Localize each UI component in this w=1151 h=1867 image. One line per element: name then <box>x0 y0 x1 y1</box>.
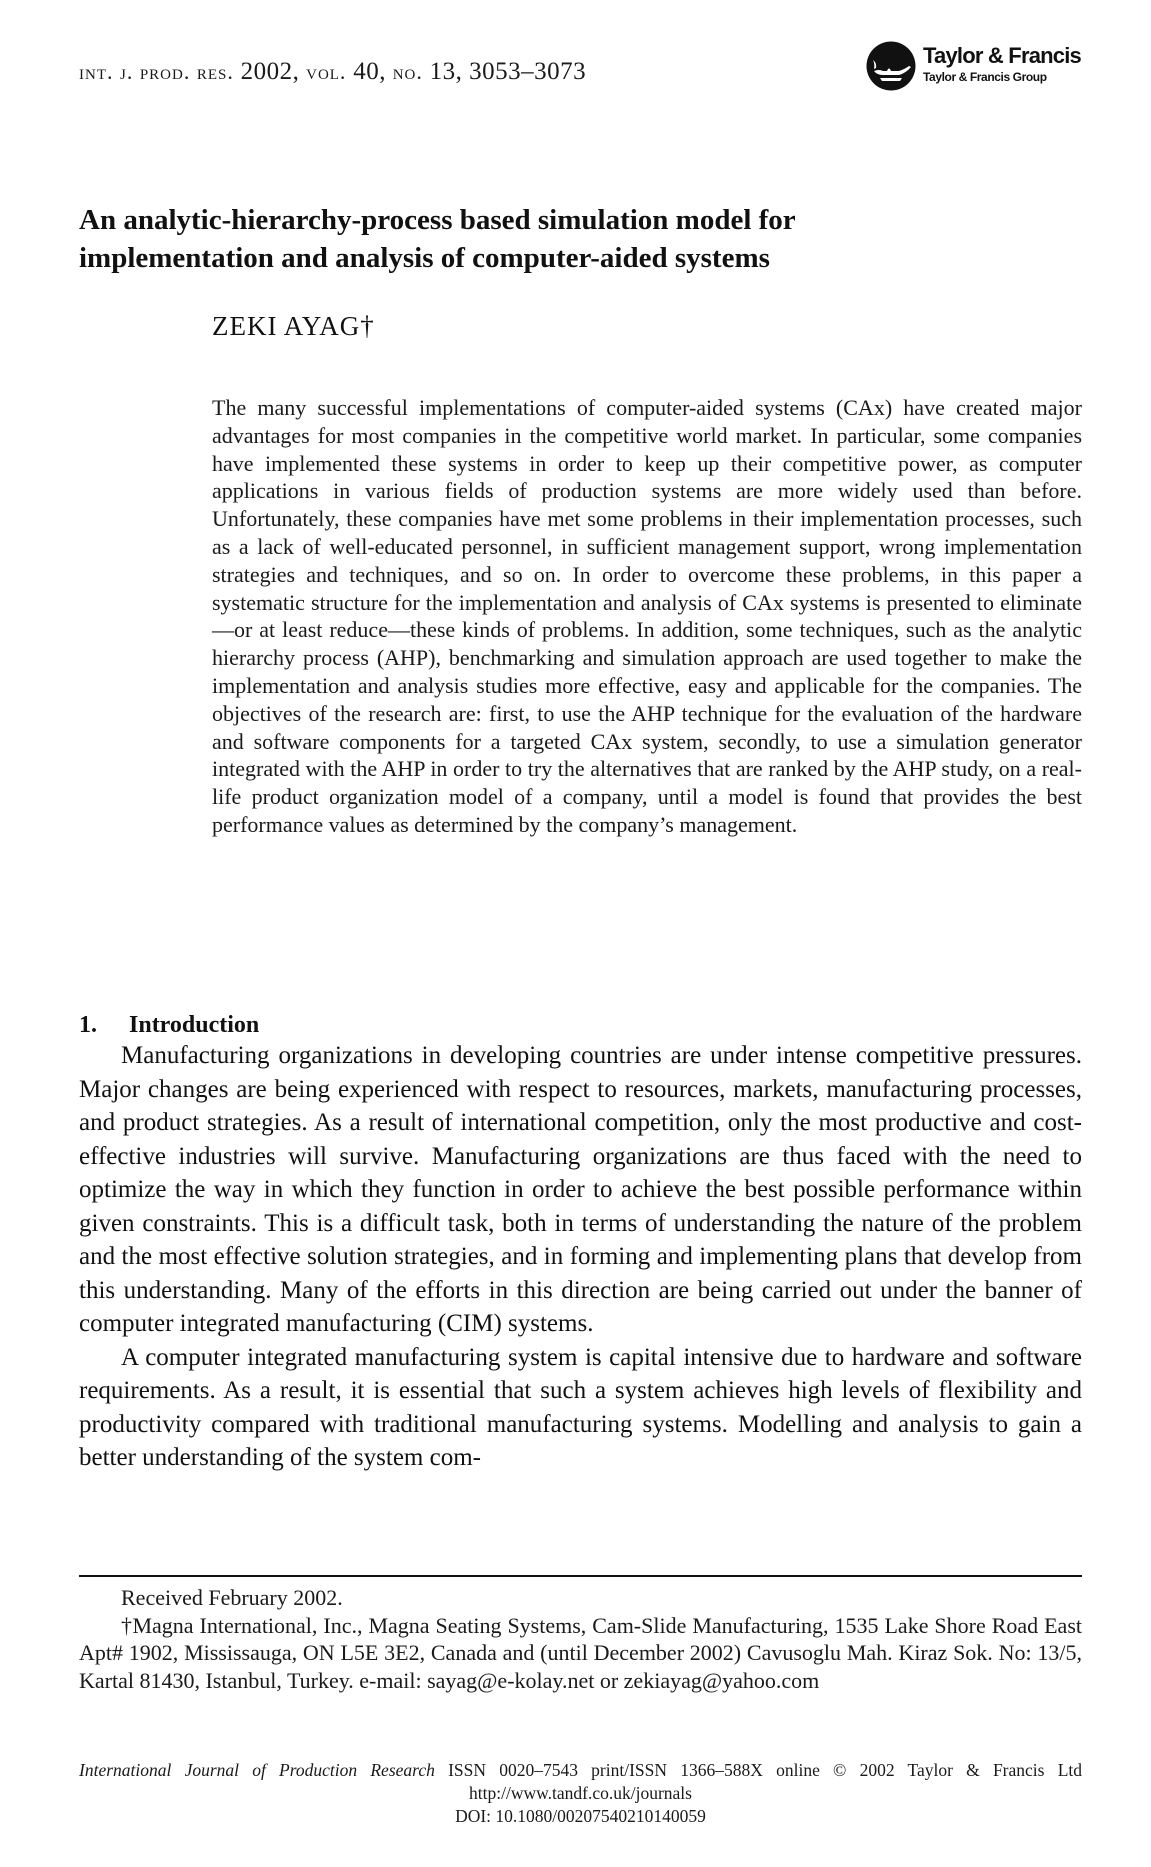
article-title <box>79 201 979 277</box>
body-paragraph: Manufacturing organizations in developing countries are under intense competitive pressures. Major changes are being experienced with respect to resources, markets, manufacturing processes, and product strategies. As a result of international competition, only the most productive and cost-effective industries will survive. Manufacturing organizations are thus faced with the need to optimize the way in which they function in order to achieve the best possible performance within given constraints. This is a difficult task, both in terms of understanding the nature of the problem and the most effective solution strategies, and in forming and implementing plans that develop from this understanding. Many of the efforts in this direction are being carried out under the banner of computer integrated manufacturing (CIM) systems. <box>79 1042 1082 1337</box>
issue-number: 13, <box>429 58 463 85</box>
oil-lamp-icon <box>865 40 917 92</box>
received-date-note: Received February 2002. <box>121 1585 343 1610</box>
publisher-group: Taylor & Francis Group <box>923 70 1047 84</box>
section-number: 1. <box>79 1012 97 1038</box>
journal-url[interactable]: http://www.tandf.co.uk/journals <box>469 1783 692 1803</box>
journal-citation-header <box>79 58 586 86</box>
publication-info <box>79 1759 1082 1828</box>
volume-number: 40, <box>353 58 386 85</box>
body-paragraph: A computer integrated manufacturing system is capital intensive due to hardware and software requirements. As a result, it is essential that such a system achieves high levels of flexibility and productivity compared with traditional manufacturing systems. Modelling and analysis to gain a better understanding of the system com- <box>79 1343 1082 1471</box>
issn-line <box>79 1759 1082 1782</box>
journal-full-name: International Journal of Production Research <box>79 1760 435 1780</box>
section-title: Introduction <box>129 1012 260 1038</box>
doi: DOI: 10.1080/00207540210140059 <box>455 1806 706 1826</box>
journal-abbreviation: int. j. prod. res. <box>79 59 234 84</box>
footnotes <box>79 1584 1082 1694</box>
body-text <box>79 1039 1082 1475</box>
issn-copyright: ISSN 0020–7543 print/ISSN 1366–588X online © 2002 Taylor & Francis Ltd <box>448 1760 1082 1780</box>
publisher-logo <box>865 40 1095 96</box>
title-line: implementation and analysis of computer-aided systems <box>79 242 770 274</box>
volume-label: vol. <box>306 59 347 84</box>
footnote-divider <box>79 1575 1082 1577</box>
title-line: An analytic-hierarchy-process based simulation model for <box>79 204 796 236</box>
issue-label: no. <box>392 59 423 84</box>
page-range: 3053–3073 <box>469 58 587 85</box>
author-affiliation-note: †Magna International, Inc., Magna Seating Systems, Cam-Slide Manufacturing, 1535 Lake Shore Road East Apt# 1902, Mississauga, ON L5E 3E2, Canada and (until December 2002) Cavusoglu Mah. Kiraz Sok. No: 13/5, Kartal 81430, Istanbul, Turkey. e-mail: sayag@e-kolay.net or zekiayag@yahoo.com <box>79 1612 1082 1693</box>
section-heading <box>79 1012 259 1039</box>
journal-year: 2002, <box>240 58 300 85</box>
abstract: The many successful implementations of computer-aided systems (CAx) have created major advantages for most companies in the competitive world market. In particular, some companies have implemented these systems in order to keep up their competitive power, as computer applications in various fields of production systems are more widely used than before. Unfortunately, these companies have met some problems in their implementation processes, such as a lack of well-educated personnel, in sufficient management support, wrong implementation strategies and techniques, and so on. In order to overcome these problems, in this paper a systematic structure for the implementation and analysis of CAx systems is presented to eliminate—or at least reduce—these kinds of problems. In addition, some techniques, such as the analytic hierarchy process (AHP), benchmarking and simulation approach are used together to make the implementation and analysis studies more effective, easy and applicable for the companies. The objectives of the research are: first, to use the AHP technique for the evaluation of the hardware and software components for a targeted CAx system, secondly, to use a simulation generator integrated with the AHP in order to try the alternatives that are ranked by the AHP study, on a real-life product organization model of a company, until a model is found that provides the best performance values as determined by the company’s management. <box>212 395 1082 837</box>
publisher-name: Taylor & Francis <box>923 43 1081 68</box>
author-name: ZEKI AYAG† <box>212 311 375 341</box>
